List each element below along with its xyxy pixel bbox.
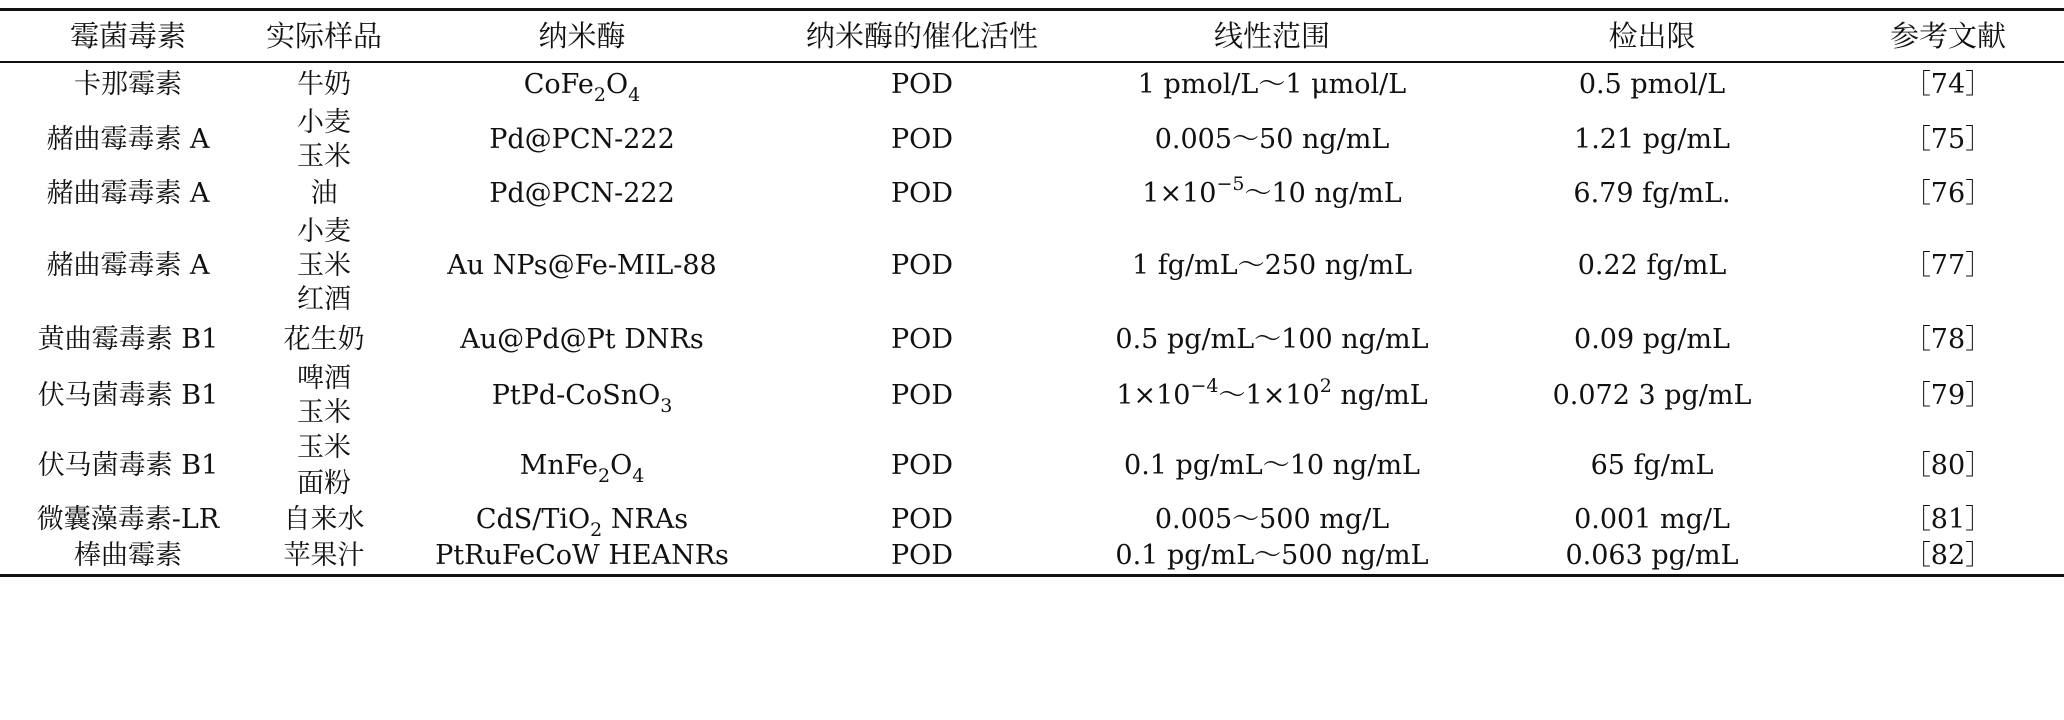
sample-line: 小麦 bbox=[297, 216, 351, 247]
cell-nanozyme-part: 2 bbox=[593, 83, 606, 106]
cell-linear-range bbox=[1072, 318, 1472, 362]
cell-linear-range bbox=[1072, 106, 1472, 174]
cell-nanozyme-part: 4 bbox=[628, 83, 641, 106]
cell-detection-limit: 65 fg/mL bbox=[1590, 450, 1714, 481]
cell-detection-limit: 0.072 3 pg/mL bbox=[1552, 380, 1752, 411]
cell-nanozyme-part: NRAs bbox=[602, 504, 689, 535]
cell-catalytic-activity: POD bbox=[891, 380, 953, 411]
cell-nanozyme-part: 3 bbox=[660, 395, 673, 417]
cell-linear-range-part: ～1×10 bbox=[1218, 380, 1320, 411]
cell-nanozyme bbox=[392, 174, 772, 214]
header-mycotoxin: 霉菌毒素 bbox=[69, 19, 186, 53]
cell-sample bbox=[256, 214, 392, 318]
cell-linear-range-part: 0.1 pg/mL～10 ng/mL bbox=[1124, 450, 1420, 481]
sample-line: 玉米 bbox=[297, 250, 351, 281]
cell-nanozyme-part: 2 bbox=[590, 519, 603, 541]
cell-detection-limit: 1.21 pg/mL bbox=[1574, 124, 1730, 155]
cell-nanozyme-part: O bbox=[610, 450, 633, 481]
sample-line: 油 bbox=[310, 178, 338, 209]
sample-line: 苹果汁 bbox=[283, 540, 365, 571]
cell-linear-range-part: 0.1 pg/mL～500 ng/mL bbox=[1115, 540, 1429, 571]
cell-detection-limit: 0.09 pg/mL bbox=[1574, 324, 1730, 355]
cell-nanozyme bbox=[392, 362, 772, 430]
table-row bbox=[0, 214, 2064, 318]
cell-nanozyme-part: 2 bbox=[597, 465, 611, 487]
cell-linear-range-part: 0.5 pg/mL～100 ng/mL bbox=[1115, 324, 1429, 355]
mycotoxin-nanozyme-table-container bbox=[0, 8, 2064, 577]
cell-sample bbox=[256, 318, 392, 362]
header-reference: 参考文献 bbox=[1889, 19, 2006, 53]
cell-detection-limit: 0.5 pmol/L bbox=[1578, 68, 1726, 100]
sample-line: 小麦 bbox=[297, 107, 351, 138]
cell-nanozyme bbox=[392, 502, 772, 541]
cell-nanozyme bbox=[392, 214, 772, 318]
cell-catalytic-activity: POD bbox=[891, 504, 953, 535]
sample-line: 啤酒 bbox=[297, 363, 351, 394]
cell-nanozyme-part: 4 bbox=[632, 465, 645, 487]
cell-catalytic-activity: POD bbox=[891, 124, 953, 155]
cell-linear-range bbox=[1072, 502, 1472, 538]
table-row bbox=[0, 502, 2064, 538]
cell-catalytic-activity: POD bbox=[891, 68, 953, 100]
cell-linear-range bbox=[1072, 214, 1472, 318]
cell-catalytic-activity: POD bbox=[891, 324, 953, 355]
cell-sample bbox=[256, 538, 392, 576]
cell-nanozyme bbox=[392, 62, 772, 106]
table-body bbox=[0, 62, 2064, 576]
sample-line: 红酒 bbox=[297, 284, 351, 315]
cell-mycotoxin: 伏马菌毒素 B1 bbox=[37, 450, 219, 481]
cell-catalytic-activity: POD bbox=[891, 450, 953, 481]
header-linear-range: 线性范围 bbox=[1213, 19, 1330, 53]
cell-nanozyme-part: MnFe bbox=[519, 450, 598, 481]
cell-nanozyme-part: Au NPs@Fe-MIL-88 bbox=[447, 250, 717, 281]
cell-mycotoxin: 赭曲霉毒素 A bbox=[46, 178, 210, 209]
cell-sample bbox=[256, 362, 392, 430]
cell-mycotoxin: 微囊藻毒素-LR bbox=[36, 504, 220, 535]
mycotoxin-nanozyme-table bbox=[0, 8, 2064, 577]
cell-reference: ［77］ bbox=[1903, 250, 1993, 281]
cell-reference: ［81］ bbox=[1903, 504, 1993, 535]
cell-nanozyme bbox=[392, 538, 772, 576]
header-nanozyme: 纳米酶 bbox=[538, 19, 626, 53]
sample-line: 牛奶 bbox=[297, 68, 351, 100]
cell-reference: ［82］ bbox=[1903, 540, 1993, 571]
cell-nanozyme bbox=[392, 430, 772, 502]
cell-sample bbox=[256, 174, 392, 214]
cell-catalytic-activity: POD bbox=[891, 540, 953, 571]
cell-nanozyme-part: Pd@PCN-222 bbox=[489, 178, 675, 209]
header-detection-limit: 检出限 bbox=[1608, 19, 1696, 53]
cell-linear-range-part: 2 bbox=[1319, 375, 1332, 397]
cell-linear-range-part: −5 bbox=[1216, 173, 1245, 195]
cell-linear-range-part: 1×10 bbox=[1116, 380, 1191, 411]
cell-linear-range-part: 1×10 bbox=[1142, 178, 1217, 209]
cell-catalytic-activity: POD bbox=[891, 250, 953, 281]
cell-linear-range-part: 0.005～500 mg/L bbox=[1154, 504, 1390, 535]
sample-line: 花生奶 bbox=[283, 324, 365, 355]
cell-nanozyme-part: PtPd-CoSnO bbox=[491, 380, 661, 411]
table-row bbox=[0, 106, 2064, 174]
cell-nanozyme-part: Pd@PCN-222 bbox=[489, 124, 675, 155]
sample-line: 玉米 bbox=[297, 397, 351, 428]
cell-linear-range-part: 1 fg/mL～250 ng/mL bbox=[1131, 250, 1413, 281]
cell-linear-range-part: ～10 ng/mL bbox=[1244, 178, 1402, 209]
cell-detection-limit: 0.001 mg/L bbox=[1574, 504, 1730, 535]
cell-nanozyme-part: O bbox=[606, 68, 629, 100]
cell-linear-range bbox=[1072, 538, 1472, 576]
cell-linear-range-part: 0.005～50 ng/mL bbox=[1154, 124, 1390, 155]
table-row bbox=[0, 174, 2064, 214]
sample-line: 自来水 bbox=[283, 504, 365, 535]
cell-linear-range bbox=[1072, 174, 1472, 214]
cell-reference: ［80］ bbox=[1903, 450, 1993, 481]
cell-sample bbox=[256, 62, 392, 106]
cell-mycotoxin: 赭曲霉毒素 A bbox=[46, 124, 210, 155]
table-row bbox=[0, 362, 2064, 430]
sample-line: 面粉 bbox=[297, 468, 351, 499]
cell-mycotoxin: 卡那霉素 bbox=[74, 68, 182, 100]
header-catalytic-activity: 纳米酶的催化活性 bbox=[805, 19, 1038, 53]
table-row bbox=[0, 538, 2064, 576]
cell-detection-limit: 0.22 fg/mL bbox=[1577, 250, 1727, 281]
cell-linear-range-part: ng/mL bbox=[1331, 380, 1428, 411]
cell-linear-range bbox=[1072, 362, 1472, 430]
table-row bbox=[0, 430, 2064, 502]
cell-nanozyme-part: Au@Pd@Pt DNRs bbox=[460, 324, 704, 355]
cell-linear-range bbox=[1072, 62, 1472, 106]
sample-line: 玉米 bbox=[297, 432, 351, 463]
cell-nanozyme-part: CdS/TiO bbox=[475, 504, 591, 535]
cell-catalytic-activity: POD bbox=[891, 178, 953, 209]
table-row bbox=[0, 318, 2064, 362]
sample-line: 玉米 bbox=[297, 141, 351, 172]
header-sample: 实际样品 bbox=[265, 19, 382, 53]
table-header-row bbox=[0, 10, 2064, 63]
cell-mycotoxin: 黄曲霉毒素 B1 bbox=[37, 324, 219, 355]
cell-nanozyme-part: CoFe bbox=[523, 68, 594, 100]
cell-nanozyme bbox=[392, 106, 772, 174]
cell-mycotoxin: 伏马菌毒素 B1 bbox=[37, 380, 219, 411]
cell-linear-range-part: 1 pmol/L～1 μmol/L bbox=[1137, 68, 1407, 100]
cell-linear-range bbox=[1072, 430, 1472, 502]
table-row bbox=[0, 62, 2064, 106]
cell-detection-limit: 6.79 fg/mL. bbox=[1573, 178, 1731, 209]
cell-nanozyme-part: PtRuFeCoW HEANRs bbox=[435, 540, 729, 571]
cell-reference: ［78］ bbox=[1903, 324, 1993, 355]
cell-reference: ［75］ bbox=[1903, 124, 1993, 155]
cell-nanozyme bbox=[392, 318, 772, 362]
cell-reference: ［76］ bbox=[1903, 178, 1993, 209]
cell-mycotoxin: 赭曲霉毒素 A bbox=[46, 250, 210, 281]
cell-sample bbox=[256, 106, 392, 174]
cell-mycotoxin: 棒曲霉素 bbox=[74, 540, 182, 571]
cell-reference: ［79］ bbox=[1903, 380, 1993, 411]
cell-detection-limit: 0.063 pg/mL bbox=[1565, 540, 1739, 571]
cell-sample bbox=[256, 502, 392, 538]
cell-reference: ［74］ bbox=[1903, 68, 1993, 100]
cell-linear-range-part: −4 bbox=[1190, 375, 1219, 397]
cell-sample bbox=[256, 430, 392, 502]
